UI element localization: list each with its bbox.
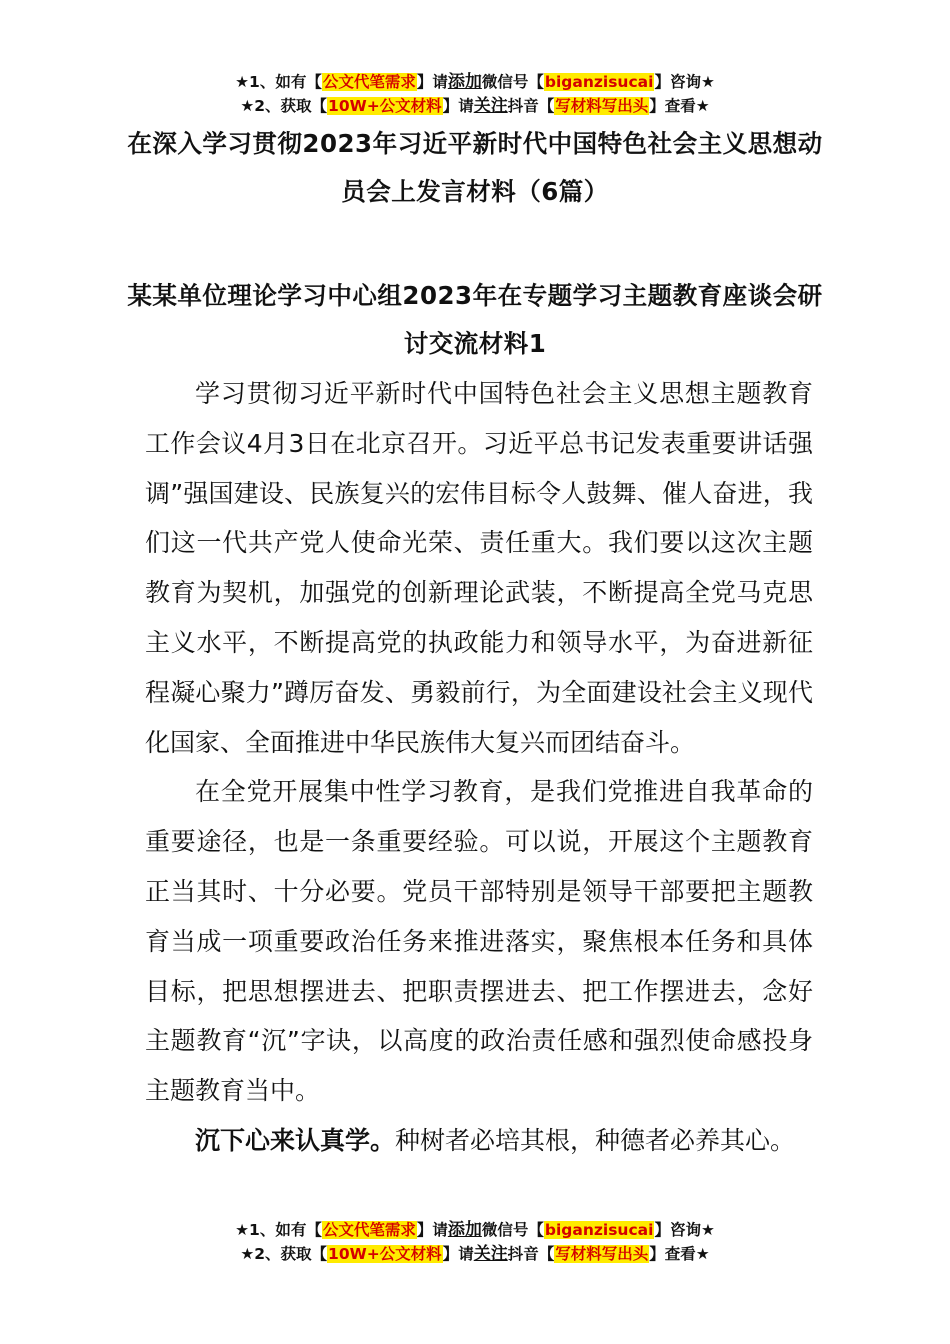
promo-banner-top-line1 [0,70,950,94]
paragraph-text: 种树者必培其根，种德者必养其心。 [395,1125,796,1155]
banner-highlight: 写材料写出头 [555,97,649,115]
banner-highlight: 公文代笔需求 [322,73,416,91]
banner-highlight: 公文代笔需求 [322,1221,416,1239]
banner-text: 】请 [442,1245,474,1263]
banner-text: ★2、获取【 [240,97,328,115]
banner-text: 】咨询★ [654,73,715,91]
promo-banner-bottom-line2 [0,1242,950,1266]
banner-text: 】请 [416,73,448,91]
paragraph-lead-heading: 沉下心来认真学。 [195,1125,396,1155]
banner-text: ★1、如有【 [235,73,322,91]
banner-text: ★2、获取【 [240,1245,328,1263]
banner-keyword: 添加 [447,72,482,92]
banner-text: 】查看★ [649,1245,710,1263]
banner-highlight: 10W+公文材料 [328,97,442,115]
banner-text: 微信号【 [481,73,544,91]
banner-highlight: biganzisucai [544,73,654,91]
banner-text: 微信号【 [481,1221,544,1239]
body-paragraph-3 [145,1116,813,1166]
banner-text: 】查看★ [649,97,710,115]
banner-text: 】请 [416,1221,448,1239]
banner-highlight: 10W+公文材料 [328,1245,442,1263]
document-main-title: 在深入学习贯彻2023年习近平新时代中国特色社会主义思想动员会上发言材料（6篇） [127,129,823,206]
banner-highlight: 写材料写出头 [555,1245,649,1263]
body-paragraph-2: 在全党开展集中性学习教育，是我们党推进自我革命的重要途径，也是一条重要经验。可以说，开展这个主题教育正当其时、十分必要。党员干部特别是领导干部要把主题教育当成一项重要政治任务来推进落实，聚焦根本任务和具体目标，把思想摆进去、把职责摆进去、把工作摆进去，念好主题教育“沉”字诀，以高度的政治责任感和强烈使命感投身主题教育当中。 [145,777,813,1106]
banner-keyword: 关注 [473,96,508,116]
banner-text: 】请 [442,97,474,115]
banner-text: 】咨询★ [654,1221,715,1239]
banner-text: ★1、如有【 [235,1221,322,1239]
banner-highlight: biganzisucai [544,1221,654,1239]
banner-keyword: 添加 [447,1220,482,1240]
promo-banner-bottom-line1 [0,1218,950,1242]
banner-text: 抖音【 [507,97,555,115]
banner-text: 抖音【 [507,1245,555,1263]
document-body [145,369,813,1166]
banner-keyword: 关注 [473,1244,508,1264]
body-paragraph-1: 学习贯彻习近平新时代中国特色社会主义思想主题教育工作会议4月3日在北京召开。习近平总书记发表重要讲话强调”强国建设、民族复兴的宏伟目标令人鼓舞、催人奋进，我们这一代共产党人使命光荣、责任重大。我们要以这次主题教育为契机，加强党的创新理论武装，不断提高全党马克思主义水平，不断提高党的执政能力和领导水平，为奋进新征程凝心聚力”蹲厉奋发、勇毅前行，为全面建设社会主义现代化国家、全面推进中华民族伟大复兴而团结奋斗。 [145,379,813,757]
section-title: 某某单位理论学习中心组2023年在专题学习主题教育座谈会研讨交流材料1 [127,281,823,358]
promo-banner-top-line2 [0,94,950,118]
